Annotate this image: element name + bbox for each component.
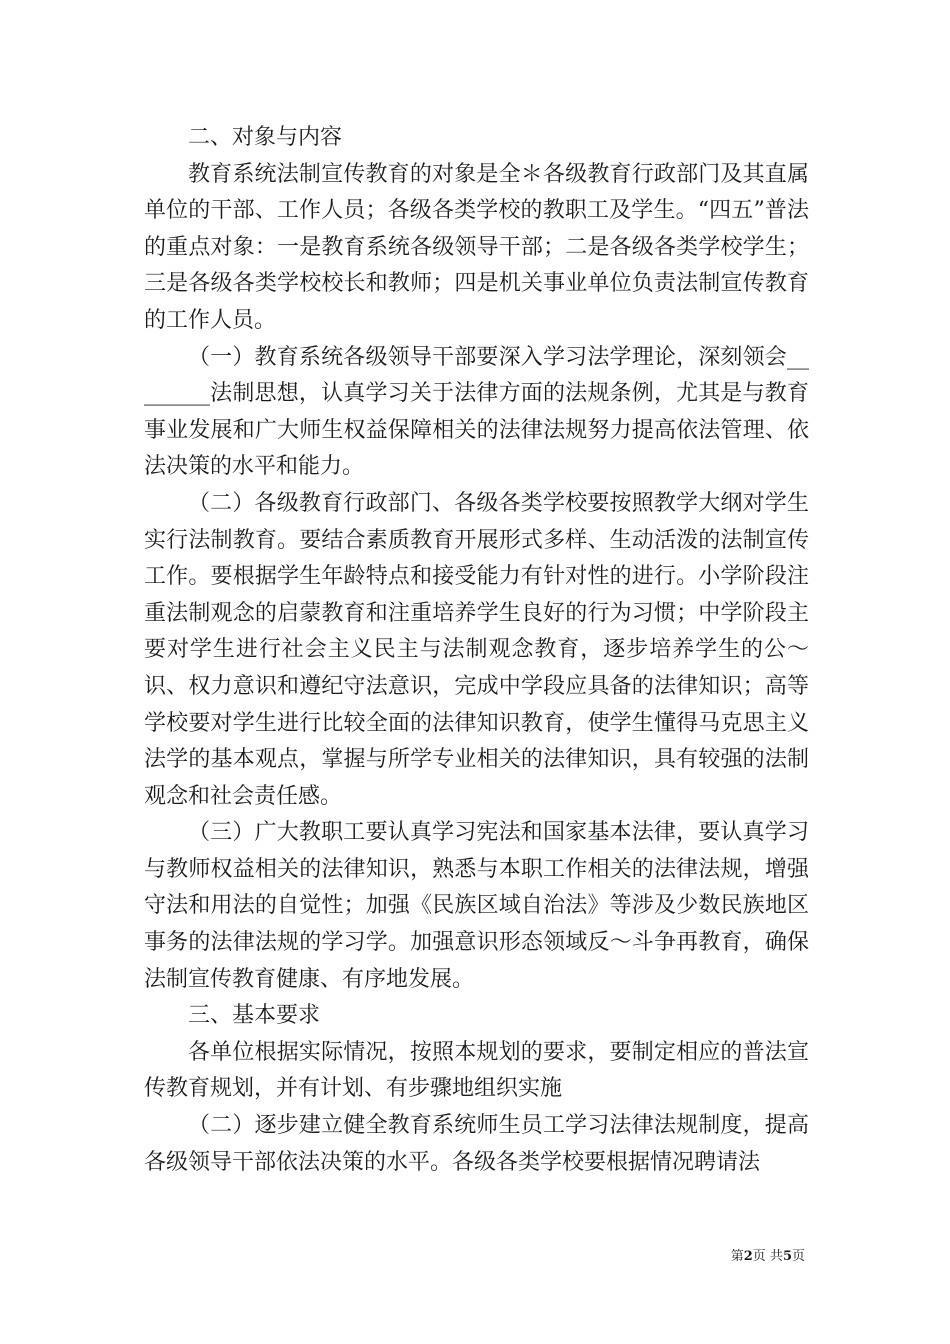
paragraph-item-3: （三）广大教职工要认真学习宪法和国家基本法律，要认真学习与教师权益相关的法律知识，熟悉与本职工作相关的法律法规，增强守法和用法的自觉性；加强《民族区域自治法》等涉及少数民族地区事务的法律法规的学习学。加强意识形态领域反～斗争再教育，确保法制宣传教育健康、有序地发展。 <box>144 820 809 992</box>
footer-suffix: 页 <box>791 1249 805 1264</box>
footer-current-page: 2 <box>743 1249 753 1264</box>
page-number-footer <box>731 1245 805 1264</box>
footer-middle: 页 共 <box>752 1249 783 1264</box>
footer-prefix: 第 <box>730 1249 744 1264</box>
paragraph-requirements-item-2: （二）逐步建立健全教育系统师生员工学习法律法规制度，提高各级领导干部依法决策的水平。各级各类学校要根据情况聘请法 <box>144 1113 809 1175</box>
section-heading-requirements: 三、基本要求 <box>188 1003 321 1029</box>
section-heading-objects: 二、对象与内容 <box>188 125 343 150</box>
paragraph-item-2: （二）各级教育行政部门、各级各类学校要按照教学大纲对学生实行法制教育。要结合素质教育开展形式多样、生动活泼的法制宣传工作。要根据学生年龄特点和接受能力有针对性的进行。小学阶段注重法制观念的启蒙教育和注重培养学生良好的行为习惯；中学阶段主要对学生进行社会主义民主与法制观念教育，逐步培养学生的公～识、权力意识和遵纪守法意识，完成中学段应具备的法律知识；高等学校要对学生进行比较全面的法律知识教育，使学生懂得马克思主义法学的基本观点，掌握与所学专业相关的法律知识，具有较强的法制观念和社会责任感。 <box>144 490 809 809</box>
paragraph-requirements-intro: 各单位根据实际情况，按照本规划的要求，要制定相应的普法宣传教育规划，并有计划、有步骤地组织实施 <box>144 1039 809 1102</box>
footer-total-pages: 5 <box>782 1249 792 1264</box>
paragraph-objects-intro: 教育系统法制宣传教育的对象是全＊各级教育行政部门及其直属单位的干部、工作人员；各级各类学校的教职工及学生。“四五”普法的重点对象：一是教育系统各级领导干部；二是各级各类学校学生；三是各级各类学校校长和教师；四是机关事业单位负责法制宣传教育的工作人员。 <box>144 161 809 333</box>
document-body <box>144 120 809 1181</box>
paragraph-item-1: （一）教育系统各级领导干部要深入学习法学理论，深刻领会________法制思想，认真学习关于法律方面的法规条例，尤其是与教育事业发展和广大师生权益保障相关的法律法规努力提高依法管理、依法决策的水平和能力。 <box>144 344 809 480</box>
